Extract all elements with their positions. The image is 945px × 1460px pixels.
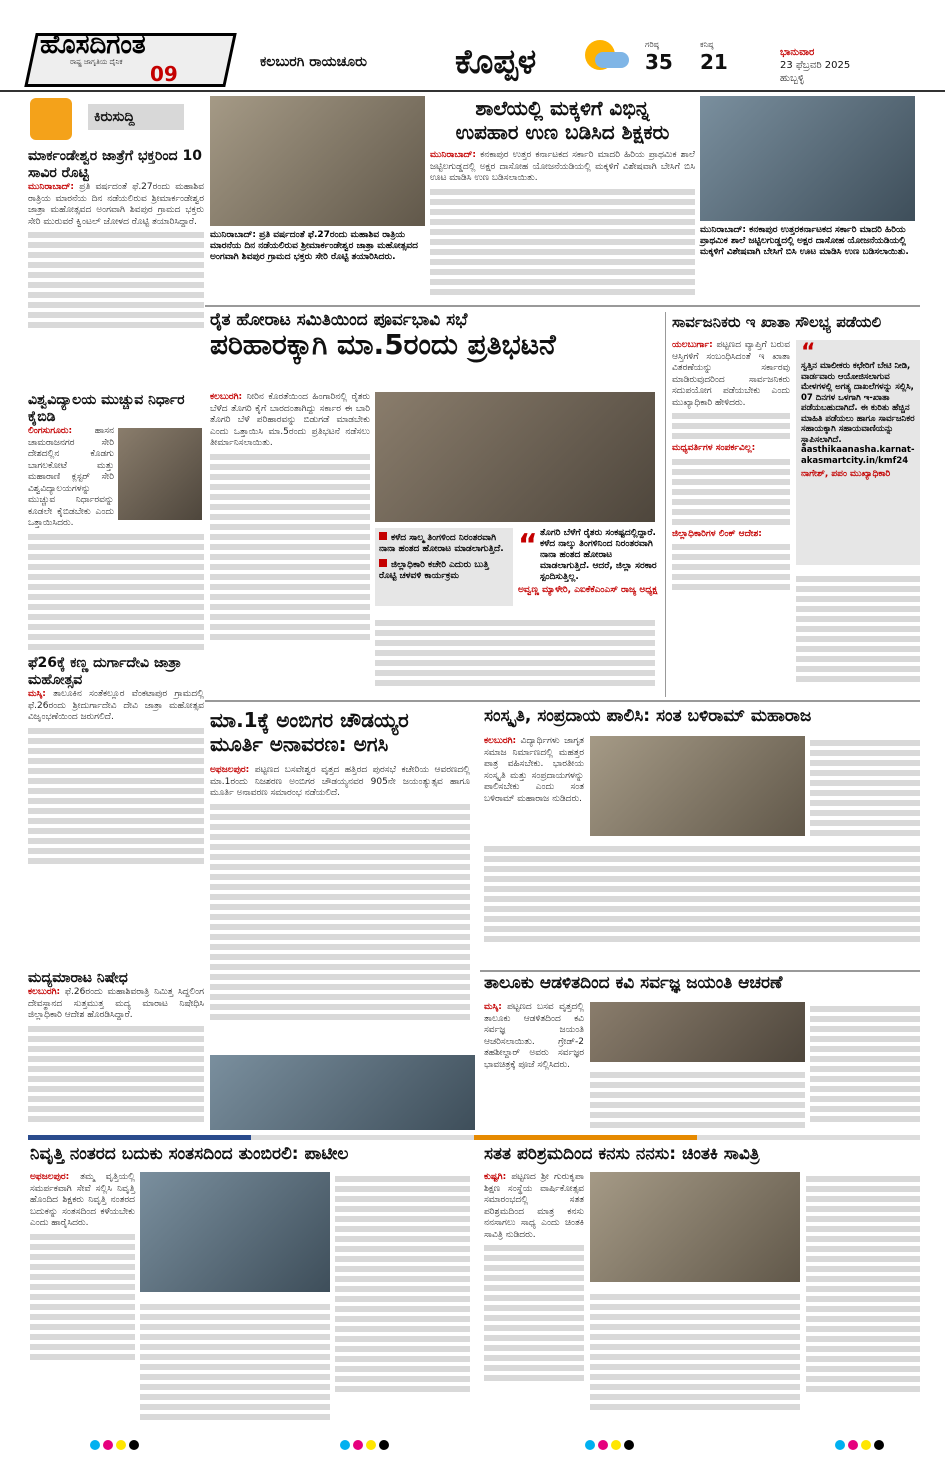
headline: ತಾಲೂಕು ಆಡಳಿತದಿಂದ ಕವಿ ಸರ್ವಜ್ಞ ಜಯಂತಿ ಆಚರಣೆ [484,973,783,993]
headline: ಮದ್ಯಮಾರಾಟ ನಿಷೇಧ [28,970,128,986]
headline: ವಿಶ್ವವಿದ್ಯಾಲಯ ಮುಚ್ಚುವ ನಿರ್ಧಾರ ಕೈಬಿಡಿ [28,392,185,425]
sant-body-3 [810,736,920,840]
dateline: ಮುನಿರಾಬಾದ್: [430,150,477,160]
savitri-body-2 [590,1290,800,1414]
ekhata-sidebar [796,340,920,565]
quote-mark-icon: “ [801,340,816,365]
subhead-1: ಮಧ್ಯವರ್ತಿಗಳ ಸಂಪರ್ಕವಿಲ್ಲ: [672,443,756,453]
body: ಪಟ್ಟಣದ ಬಸವೇಶ್ವರ ವೃತ್ತದ ಹತ್ತಿರದ ಪುರಸಭೆ ಕಚೇರಿಯ ಆವರಣದಲ್ಲಿ ಮಾ.1ರಂದು ನಿಜಶರಣ ಅಂಬಿಗರ ಚೌಡಯ್ಯನವರ 905ನೇ ಜಯಂತ್ಯುತ್ಸವ ಹಾಗೂ ಮೂರ್ತಿ ಅನಾವರಣ ಸಮಾರಂಭ ನಡೆಯಲಿದೆ. [210,765,470,798]
dateline: ಕಲಬುರಗಿ: [484,736,517,746]
savitri-story [484,1146,920,1163]
farmers-body [210,392,370,644]
sarvajna-body [484,1002,584,1071]
headline: ಸಂಸ್ಕೃತಿ, ಸಂಪ್ರದಾಯ ಪಾಲಿಸಿ: ಸಂತ ಬಳಿರಾಮ್ ಮಹಾರಾಜ [484,706,812,726]
dateline: ಕಲಬುರಗಿ: [28,987,61,997]
ekhata-story [672,314,920,331]
kicker: ರೈತ ಹೋರಾಟ ಸಮಿತಿಯಿಂದ ಪೂರ್ವಭಾವಿ ಸಭೆ [210,310,468,330]
sarvajna-photo [590,1002,805,1062]
body: ನೀರಿನ ಕೊರತೆಯಿಂದ ಹಿಂಗಾರಿನಲ್ಲಿ ರೈತರು ಬೆಳೆದ ತೊಗರಿ ಕೈಗೆ ಬಾರದಂತಾಗಿದ್ದು ಸರ್ಕಾರ ಈ ಬಾರಿ ತೊಗರಿ ಬೆಳೆ ಪರಿಹಾರವನ್ನು ಬಿಡುಗಡೆ ಮಾಡಬೇಕು ಎಂದು ಒತ್ತಾಯಿಸಿ ಮಾ.5ರಂದು ಪ್ರತಿಭಟನೆ ನಡೆಸಲು ತೀರ್ಮಾನಿಸಲಾಯಿತು. [210,392,370,448]
body: ಪಟ್ಟಣದ ಬಸವ ವೃತ್ತದಲ್ಲಿ ತಾಲೂಕು ಆಡಳಿತದಿಂದ ಕವಿ ಸರ್ವಜ್ಞ ಜಯಂತಿ ಆಚರಿಸಲಾಯಿತು. ಗ್ರೇಡ್-2 ತಹಶೀಲ್ದಾರ್ ಅವರು ಸರ್ವಜ್ಞರ ಭಾವಚಿತ್ರಕ್ಕೆ ಪೂಜೆ ಸಲ್ಲಿಸಿದರು. [484,1002,584,1070]
dateline: ಮಸ್ಕಿ: [484,1002,502,1012]
sant-story [484,708,920,725]
quote-text: ತೊಗರಿ ಬೆಳೆಗೆ ರೈತರು ಸಂಕಷ್ಟದಲ್ಲಿದ್ದಾರೆ. ಕಳೆದ ನಾಲ್ಕು ತಿಂಗಳಿನಿಂದ ನಿರಂತರವಾಗಿ ನಾನಾ ಹಂತದ ಹೋರಾಟ ಮಾಡಲಾಗುತ್ತಿದೆ. ಆದರೆ, ಜಿಲ್ಲಾ ಸರಕಾರ ಸ್ಪಂದಿಸುತ್ತಿಲ್ಲ. [540,528,657,582]
headline: ಸಾರ್ವಜನಿಕರು ಇ ಖಾತಾ ಸೌಲಭ್ಯ ಪಡೆಯಲಿ [672,313,882,331]
sant-body-2 [484,842,920,946]
dateline: ಅಫಜಲಪುರ: [210,765,250,775]
brief-story-1 [28,148,204,332]
brief-story-2 [28,392,204,654]
logo-tagline: ರಾಷ್ಟ್ರ ಜಾಗೃತಿಯ ದೈನಿಕ [70,58,123,66]
body: ಹಾಸನ ಚಾಮರಾಜನಗರ ಸೇರಿ ದೇಶದಲ್ಲಿನ ಕೊಡಗು ಬಾಗಲಕೋಟೆ ಮತ್ತು ಮಹಾರಾಣಿ ಕ್ಲಸ್ಟರ್ ಸೇರಿ ವಿಶ್ವವಿದ್ಯಾಲಯಗಳನ್ನು ಮುಚ್ಚುವ ನಿರ್ಧಾರವನ್ನು ಕೂಡಲೇ ಕೈಬಿಡಬೇಕು ಎಂದು ಒತ್ತಾಯಿಸಿದರು. [28,426,114,528]
patil-photo [140,1172,330,1292]
quote-mark-icon: “ [518,528,538,563]
dateline: ಮುನಿರಾಬಾದ್: [28,182,75,192]
savitri-body [484,1172,584,1385]
savitri-body-3 [806,1172,920,1396]
divider [205,700,920,702]
dateline: ಕುಷ್ಟಗಿ: [484,1172,507,1182]
headline-line2: ಮೂರ್ತಿ ಅನಾವರಣ: ಅಗಸಿ [210,732,389,756]
patil-body-2 [335,1172,470,1396]
headline: ಪರಿಹಾರಕ್ಕಾಗಿ ಮಾ.5ರಂದು ಪ್ರತಿಭಟನೆ [210,328,556,361]
subhead-2: ಜಿಲ್ಲಾಧಿಕಾರಿಗಳ ಲಿಂಕ್ ಆದೇಶ: [672,528,762,539]
roti-photo [210,96,425,226]
dateline: ಅಫಜಲಪುರ: [30,1172,70,1182]
cloud-icon [595,52,629,68]
ekhata-body-2 [796,572,920,686]
sidebar-text: ಸ್ವತ್ತಿನ ಮಾಲೀಕರು ಕಛೇರಿಗೆ ಬೇಟಿ ನೀಡಿ, ವಾರ್ಡವಾರು ಆಯೋಜಿಸಲಾಗುವ ಮೇಳಗಳಲ್ಲಿ ಅಗತ್ಯ ದಾಖಲೆಗಳನ್ನು ಸಲ್ಲಿಸಿ, 07 ದಿನಗಳ ಒಳಗಾಗಿ ಇ-ಖಾತಾ ಪಡೆಯಬಹುದಾಗಿದೆ. ಈ ಕುರಿತು ಹೆಚ್ಚಿನ ಮಾಹಿತಿ ಪಡೆಯಲು ಹಾಗೂ ಸಾರ್ವಜನಿಕರ ಸಹಾಯಕ್ಕಾಗಿ ಸಹಾಯವಾಣಿಯನ್ನು ಸ್ಥಾಪಿಸಲಾಗಿದೆ. [801,361,915,445]
school-photo [700,96,915,221]
chowdayya-story [210,708,475,756]
headline: ಮಾರ್ಕಂಡೇಶ್ವರ ಜಾತ್ರೆಗೆ ಭಕ್ತರಿಂದ 10 ಸಾವಿರ ರೊಟ್ಟಿ [28,148,202,181]
sarvajna-body-2 [590,1068,805,1132]
sarvajna-story [484,975,920,992]
divider [480,970,920,972]
photo-caption-right: ಮುನಿರಾಬಾದ್: ಕನಕಾಪುರ ಉತ್ತರಕರ್ನಾಟಕದ ಸರ್ಕಾರಿ ಮಾದರಿ ಹಿರಿಯ ಪ್ರಾಥಮಿಕ ಶಾಲೆ ಜಟ್ಟಿಲಗುಡ್ಡದಲ್ಲಿ ಅಕ್ಷರ ದಾಸೋಹ ಯೋಜನೆಯಡಿಯಲ್ಲಿ ಮಕ್ಕಳಿಗೆ ವಿಶೇಷವಾಗಿ ಬೇಸಿಗೆ ಬಿಸಿ ಊಟ ಮಾಡಿಸಿ ಉಣ ಬಡಿಸಲಾಯಿತು. [700,225,909,257]
headline: ನಿವೃತ್ತಿ ನಂತರದ ಬದುಕು ಸಂತಸದಿಂದ ತುಂಬಿರಲಿ: ಪಾಟೀಲ [30,1144,349,1164]
headline-line1: ಮಾ.1ಕ್ಕೆ ಅಂಬಿಗರ ಚೌಡಯ್ಯರ [210,708,409,732]
farmers-body-2 [375,616,655,690]
body: ಕನಕಾಪುರ ಉತ್ತರ ಕರ್ನಾಟಕದ ಸರ್ಕಾರಿ ಮಾದರಿ ಹಿರಿಯ ಪ್ರಾಥಮಿಕ ಶಾಲೆ ಜಟ್ಟಿಲಗುಡ್ಡದಲ್ಲಿ ಅಕ್ಷರ ದಾಸೋಹ ಯೋಜನೆಯಡಿಯಲ್ಲಿ ಮಕ್ಕಳಿಗೆ ವಿಶೇಷವಾಗಿ ಬೇಸಿಗೆ ಬಿಸಿ ಊಟ ಮಾಡಿಸಿ ಉಣ ಬಡಿಸಲಾಯಿತು. [430,150,695,183]
chowdayya-photo [210,1055,475,1130]
temp-min: ಕನಿಷ್ಠ 21 [700,40,728,74]
sidebar-author: ನಾಗೇಶ್, ಪಪಂ ಮುಖ್ಯಾಧಿಕಾರಿ [801,469,891,479]
headline: ಸತತ ಪರಿಶ್ರಮದಿಂದ ಕನಸು ನನಸು: ಚಿಂತಕಿ ಸಾವಿತ್ರಿ [484,1144,760,1164]
sidebar-url: aasthikaanasha.karnat-akasmartcity.in/kmf24 [801,445,915,466]
savitri-photo [590,1172,800,1282]
dateline: ಕಲಬುರಗಿ: [210,392,243,402]
patil-story [30,1146,470,1163]
meeting-photo [375,392,655,522]
dateline: ಮಸ್ಕಿ: [28,689,46,699]
sant-body [484,736,584,805]
print-registration-marks [90,1440,139,1450]
print-registration-marks [585,1440,634,1450]
person-photo [118,428,202,520]
body: ಪಟ್ಟಣದ ವ್ಯಾಪ್ತಿಗೆ ಬರುವ ಆಸ್ತಿಗಳಿಗೆ ಸಂಬಂಧಿಸಿದಂತೆ ಇ ಖಾತಾ ವಿತರಣೆಯನ್ನು ಸರ್ಕಾರವು ಮಾಡಿರುವುದರಿಂದ ಸಾರ್ವಜನಿಕರು ಸದುಪಯೋಗ ಪಡೆಯಬೇಕು ಎಂದು ಮುಖ್ಯಾಧಿಕಾರಿ ಹೇಳಿದರು. [672,340,790,408]
farmers-story [210,312,660,361]
divider [205,305,920,307]
body: ತಮ್ಮ ವೃತ್ತಿಯಲ್ಲಿ ಸಮರ್ಪಕವಾಗಿ ಸೇವೆ ಸಲ್ಲಿಸಿ ನಿವೃತ್ತಿ ಹೊಂದಿದ ಶಿಕ್ಷಕರು ನಿವೃತ್ತಿ ನಂತರದ ಬದುಕನ್ನು ಸಂತಸದಿಂದ ಕಳೆಯಬೇಕು ಎಂದು ಹಾರೈಸಿದರು. [30,1172,135,1228]
headline-line2: ಉಪಹಾರ ಉಣ ಬಡಿಸಿದ ಶಿಕ್ಷಕರು [455,120,670,144]
print-registration-marks [340,1440,389,1450]
edition-cities: ಕಲಬುರಗಿ ರಾಯಚೂರು [260,54,367,70]
patil-body-3 [140,1300,330,1424]
section-divider [28,1135,920,1140]
section-label: ಕಿರುಸುದ್ದಿ [88,104,184,130]
headline: ಫೆ26ಕ್ಕೆ ಕಣ್ಣ ದುರ್ಗಾದೇವಿ ಜಾತ್ರಾ ಮಹೋತ್ಸವ [28,655,182,688]
body: ವಿದ್ಯಾರ್ಥಿಗಳು ಜಾಗೃತ ಸಮಾಜ ನಿರ್ಮಾಣದಲ್ಲಿ ಮಹತ್ತರ ಪಾತ್ರ ವಹಿಸಬೇಕು. ಭಾರತೀಯ ಸಂಸ್ಕೃತಿ ಮತ್ತು ಸಂಪ್ರದಾಯಗಳನ್ನು ಪಾಲಿಸಬೇಕು ಎಂದು ಸಂತ ಬಳಿರಾಮ್ ಮಹಾರಾಜ ನುಡಿದರು. [484,736,584,804]
newspaper-logo: ಹೊಸದಿಗಂತ [40,30,146,60]
body: ತಾಲೂಕಿನ ಸಂತೆಕಲ್ಲೂರ ವೆಂಕಟಾಪುರ ಗ್ರಾಮದಲ್ಲಿ ಫೆ.26ರಂದು ಶ್ರೀದುರ್ಗಾದೇವಿ ದೇವಿ ಜಾತ್ರಾ ಮಹೋತ್ಸವ ವಿಜೃಂಭಣೆಯಿಂದ ಜರುಗಲಿದೆ. [28,689,204,722]
ekhata-body [672,340,790,594]
brief-story-3 [28,655,204,868]
page-number: 09 [150,62,178,86]
bullet-1: ಕಳೆದ ಸಾಲ್ಮ ತಿಂಗಳಿಂದ ನಿರಂತರವಾಗಿ ನಾನಾ ಹಂತದ ಹೋರಾಟ ಮಾಡಲಾಗುತ್ತಿದೆ. [379,533,504,554]
date-box: ಭಾನುವಾರ 23 ಫೆಬ್ರವರಿ 2025 ಹುಬ್ಬಳ್ಳಿ [780,47,851,84]
sant-photo [590,736,805,836]
quote-box [518,528,658,596]
photo-caption-left: ಮುನಿರಾಬಾದ್: ಪ್ರತಿ ವರ್ಷದಂತೆ ಫೆ.27ರಂದು ಮಹಾಶಿವ ರಾತ್ರಿಯ ಮಾರನೆಯ ದಿನ ನಡೆಯಲಿರುವ ಶ್ರೀಮಾರ್ಕಂಡೇಶ್ವರ ಜಾತ್ರಾ ಮಹೋತ್ಸವದ ಅಂಗವಾಗಿ ಶಿವಪುರ ಗ್ರಾಮದ ಭಕ್ತರು ಸೇರಿ ರೊಟ್ಟಿ ತಯಾರಿಸಿದರು. [210,230,418,262]
bullet-2: ಜಿಲ್ಲಾಧಿಕಾರಿ ಕಚೇರಿ ಎದುರು ಬುತ್ತಿ ರೊಟ್ಟಿ ಚಳವಳಿ ಕಾರ್ಯಕ್ರಮ [379,560,489,581]
body: ಪ್ರತಿ ವರ್ಷದಂತೆ ಫೆ.27ರಂದು ಮಹಾಶಿವ ರಾತ್ರಿಯ ಮಾರನೆಯ ದಿನ ನಡೆಯಲಿರುವ ಶ್ರೀಮಾರ್ಕಂಡೇಶ್ವರ ಜಾತ್ರಾ ಮಹೋತ್ಸವದ ಅಂಗವಾಗಿ ಶಿವಪುರ ಗ್ರಾಮದ ಭಕ್ತರು ಸೇರಿ ಮುರುವರೆ ಕ್ವಿಂಟಲ್ ಜೋಳದ ರೊಟ್ಟಿ ತಯಾರಿಸಿದ್ದಾರೆ. [28,182,204,227]
edition-city: ಕೊಪ್ಪಳ [455,42,537,82]
bullet-box [375,528,513,606]
dateline: ಯಲಬುರ್ಗಾ: [672,340,713,350]
temp-max: ಗರಿಷ್ಠ 35 [645,40,673,74]
hand-icon [30,98,72,140]
sarvajna-body-3 [810,1002,920,1126]
body: ಫೆ.26ರಂದು ಮಹಾಶಿವರಾತ್ರಿ ನಿಮಿತ್ತ ಸಿದ್ದಲಿಂಗ ದೇವಸ್ಥಾನದ ಸುತ್ತಮುತ್ತ ಮದ್ಯ ಮಾರಾಟ ನಿಷೇಧಿಸಿ ಜಿಲ್ಲಾಧಿಕಾರಿ ಆದೇಶ ಹೊರಡಿಸಿದ್ದಾರೆ. [28,987,204,1020]
chowdayya-body [210,765,470,1024]
headline-line1: ಶಾಲೆಯಲ್ಲಿ ಮಕ್ಕಳಿಗೆ ವಿಭಿನ್ನ [475,96,650,120]
dateline: ಲಿಂಗಸುಗೂರು: [28,426,73,436]
brief-story-4 [28,970,204,1126]
school-story [430,96,695,299]
print-registration-marks [835,1440,884,1450]
body: ಪಟ್ಟಣದ ಶ್ರೀ ಗುರುಕೃಪಾ ಶಿಕ್ಷಣ ಸಂಸ್ಥೆಯ ವಾರ್ಷಿಕೋತ್ಸವ ಸಮಾರಂಭದಲ್ಲಿ ಸತತ ಪರಿಶ್ರಮದಿಂದ ಮಾತ್ರ ಕನಸು ನನಸಾಗಲು ಸಾಧ್ಯ ಎಂದು ಚಿಂತಕಿ ಸಾವಿತ್ರಿ ನುಡಿದರು. [484,1172,584,1240]
col-divider [665,312,666,697]
quote-author: ಅವ್ವಣ್ಣ ಮ್ಯಾಳೇರಿ, ಎಐಕೆಕೆಎಂಎಸ್ ರಾಜ್ಯ ಅಧ್ಯಕ್ಷ [518,585,658,595]
patil-body [30,1172,135,1364]
